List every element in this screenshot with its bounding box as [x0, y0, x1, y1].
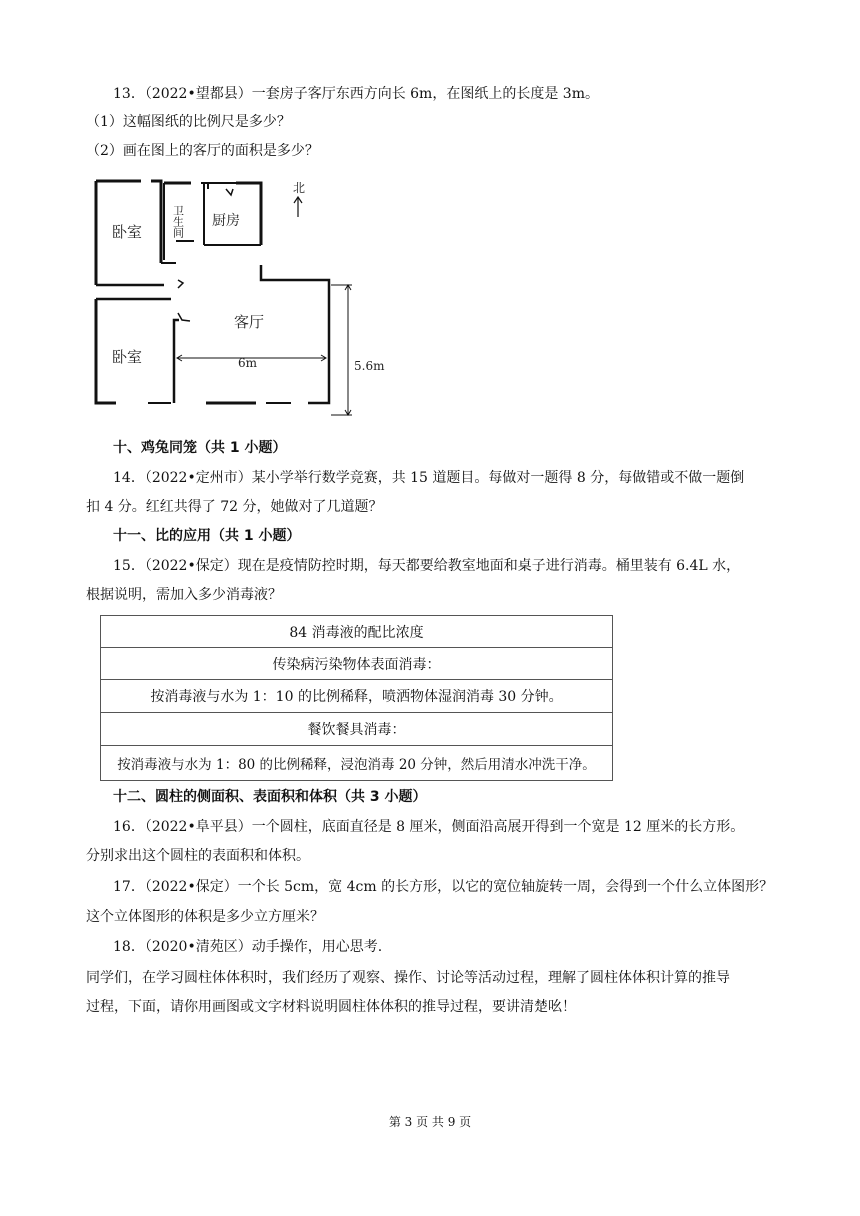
table-row — [101, 713, 613, 746]
q13-sub2: （2）画在图上的客厅的面积是多少？ — [86, 143, 319, 159]
q13-intro: 13．（2022•望都县）一套房子客厅东西方向长 6m，在图纸上的长度是 3m。 — [113, 86, 599, 102]
table-row — [101, 648, 613, 680]
q17-line1: 17．（2022•保定）一个长 5cm，宽 4cm 的长方形，以它的宽位轴旋转一周，会得到一个什么立体图形？ — [113, 879, 774, 895]
table-cell: 84 消毒液的配比浓度 — [101, 616, 613, 648]
room-label-living-room: 客厅 — [234, 313, 265, 331]
section-11-heading: 十一、比的应用（共 1 小题） — [113, 528, 301, 544]
floor-plan-figure — [86, 175, 386, 420]
table-row — [101, 746, 613, 781]
q15-line2: 根据说明，需加入多少消毒液？ — [86, 587, 282, 603]
table-cell: 餐饮餐具消毒： — [101, 713, 613, 746]
north-label: 北 — [293, 181, 306, 195]
q16-line1: 16．（2022•阜平县）一个圆柱，底面直径是 8 厘米，侧面沿高展开得到一个宽是 12 厘米的长方形。 — [113, 819, 745, 835]
room-label-kitchen: 厨房 — [212, 213, 240, 229]
q17-line2: 这个立体图形的体积是多少立方厘米？ — [86, 909, 324, 925]
q14-line2: 扣 4 分。红红共得了 72 分，她做对了几道题？ — [86, 499, 383, 515]
table-row — [101, 680, 613, 713]
section-10-heading: 十、鸡兔同笼（共 1 小题） — [113, 440, 287, 456]
dosage-table — [100, 615, 613, 781]
q18-line1: 18．（2020•清苑区）动手操作，用心思考. — [113, 939, 383, 955]
table-cell: 传染病污染物体表面消毒： — [101, 648, 613, 680]
q18-line3: 过程，下面，请你用画图或文字材料说明圆柱体体积的推导过程，要讲清楚吆！ — [86, 999, 576, 1015]
q15-line1: 15．（2022•保定）现在是疫情防控时期，每天都要给教室地面和桌子进行消毒。桶里装有 6.4L 水， — [113, 558, 741, 574]
table-cell: 按消毒液与水为 1：10 的比例稀释，喷洒物体湿润消毒 30 分钟。 — [101, 680, 613, 713]
q18-line2: 同学们，在学习圆柱体体积时，我们经历了观察、操作、讨论等活动过程，理解了圆柱体体积计算的推导 — [86, 970, 730, 986]
q14-line1: 14．（2022•定州市）某小学举行数学竞赛，共 15 道题目。每做对一题得 8 分，每做错或不做一题倒 — [113, 470, 745, 486]
room-label-bathroom: 卫生间 — [171, 205, 185, 238]
q13-sub1: （1）这幅图纸的比例尺是多少？ — [86, 114, 291, 130]
room-label-bedroom-top: 卧室 — [112, 223, 143, 241]
page-footer: 第 3 页 共 9 页 — [388, 1115, 472, 1129]
dimension-height-label: 5.6m — [354, 359, 385, 373]
table-row — [101, 616, 613, 648]
dimension-width-label: 6m — [238, 356, 258, 370]
section-12-heading: 十二、圆柱的侧面积、表面积和体积（共 3 小题） — [113, 789, 427, 805]
table-cell: 按消毒液与水为 1：80 的比例稀释，浸泡消毒 20 分钟，然后用清水冲洗干净。 — [101, 746, 613, 781]
room-label-bedroom-bottom: 卧室 — [112, 348, 143, 366]
q16-line2: 分别求出这个圆柱的表面积和体积。 — [86, 848, 310, 864]
